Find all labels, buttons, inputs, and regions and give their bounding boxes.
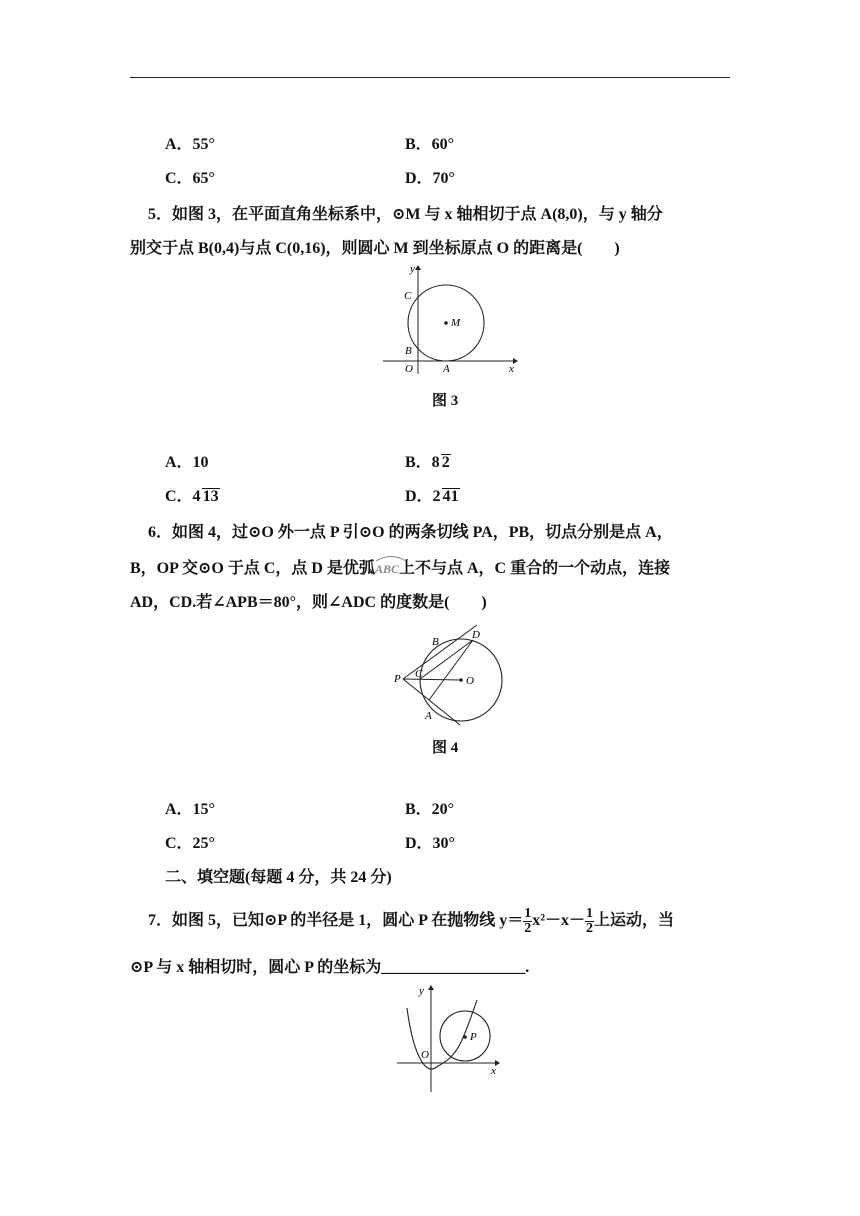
fraction-half-2: $\frac{1}{2}$ xyxy=(586,906,594,936)
q5-option-d: D．2 41 xyxy=(405,488,459,505)
header-rule xyxy=(130,77,730,78)
q5-option-c: C．4 13 xyxy=(165,488,219,505)
q6-text-line3: AD，CD.若∠APB＝80°，则∠ADC 的度数是( ) xyxy=(130,594,487,611)
fig4-label-a: A xyxy=(425,710,432,722)
figure-4 xyxy=(388,620,508,730)
fig3-label-a: A xyxy=(443,363,450,375)
fig3-label-b: B xyxy=(405,345,412,357)
q4-option-d: D．70° xyxy=(405,170,455,187)
q5-option-a: A．10 xyxy=(165,454,209,471)
figure-5 xyxy=(395,982,505,1094)
fig5-label-o: O xyxy=(421,1049,429,1061)
q7-text-line2: ⊙P 与 x 轴相切时，圆心 P 的坐标为__________________. xyxy=(130,959,530,976)
q6-option-c: C．25° xyxy=(165,835,215,852)
q4-option-a: A．55° xyxy=(165,136,215,153)
q7-text-line1: 7．如图 5，已知⊙P 的半径是 1，圆心 P 在抛物线 y＝ $\frac{1}{2}$ x²－x－ $\frac{1}{2}$ 上运动，当 xyxy=(148,906,675,936)
fig4-label-c: C xyxy=(415,668,423,680)
q5-text-line1: 5．如图 3，在平面直角坐标系中，⊙M 与 x 轴相切于点 A(8,0)，与 y 轴分 xyxy=(148,206,663,223)
fig3-label-y: y xyxy=(410,263,415,275)
q6-option-a: A．15° xyxy=(165,801,215,818)
fig5-label-y: y xyxy=(419,985,424,997)
arc-abc: ABC xyxy=(375,558,399,580)
q6-option-d: D．30° xyxy=(405,835,455,852)
figure-3 xyxy=(375,262,520,377)
figure-4-caption: 图 4 xyxy=(432,740,459,756)
fig4-label-o: O xyxy=(466,675,474,687)
fraction-half: $\frac{1}{2}$ xyxy=(524,906,532,936)
q4-option-b: B．60° xyxy=(405,136,455,153)
fig5-label-x: x xyxy=(491,1065,496,1077)
fig5-label-p: P xyxy=(470,1031,477,1043)
figure-3-caption: 图 3 xyxy=(432,393,459,409)
fig3-label-x: x xyxy=(509,363,514,375)
fig4-label-p: P xyxy=(394,673,401,685)
q5-option-b: B．8 2 xyxy=(405,454,450,471)
q6-text-line2: B，OP 交⊙O 于点 C，点 D 是优弧ABC 上不与点 A，C 重合的一个动点，连接 xyxy=(130,558,670,580)
fig4-label-d: D xyxy=(472,629,480,641)
q6-text-line1: 6．如图 4，过⊙O 外一点 P 引⊙O 的两条切线 PA，PB，切点分别是点 A， xyxy=(148,524,673,541)
fig3-label-m: M xyxy=(451,317,461,329)
fig3-label-o: O xyxy=(405,363,413,375)
section-2-title: 二、填空题(每题 4 分，共 24 分) xyxy=(165,869,392,886)
sqrt-13: 13 xyxy=(202,488,219,505)
q5-text-line2: 别交于点 B(0,4)与点 C(0,16)，则圆心 M 到坐标原点 O 的距离是( ) xyxy=(130,240,620,257)
sqrt-2: 2 xyxy=(441,454,450,471)
fig3-label-c: C xyxy=(404,290,412,302)
fig4-label-b: B xyxy=(432,636,439,648)
q6-option-b: B．20° xyxy=(405,801,455,818)
q4-option-c: C．65° xyxy=(165,170,215,187)
sqrt-41: 41 xyxy=(442,488,459,505)
